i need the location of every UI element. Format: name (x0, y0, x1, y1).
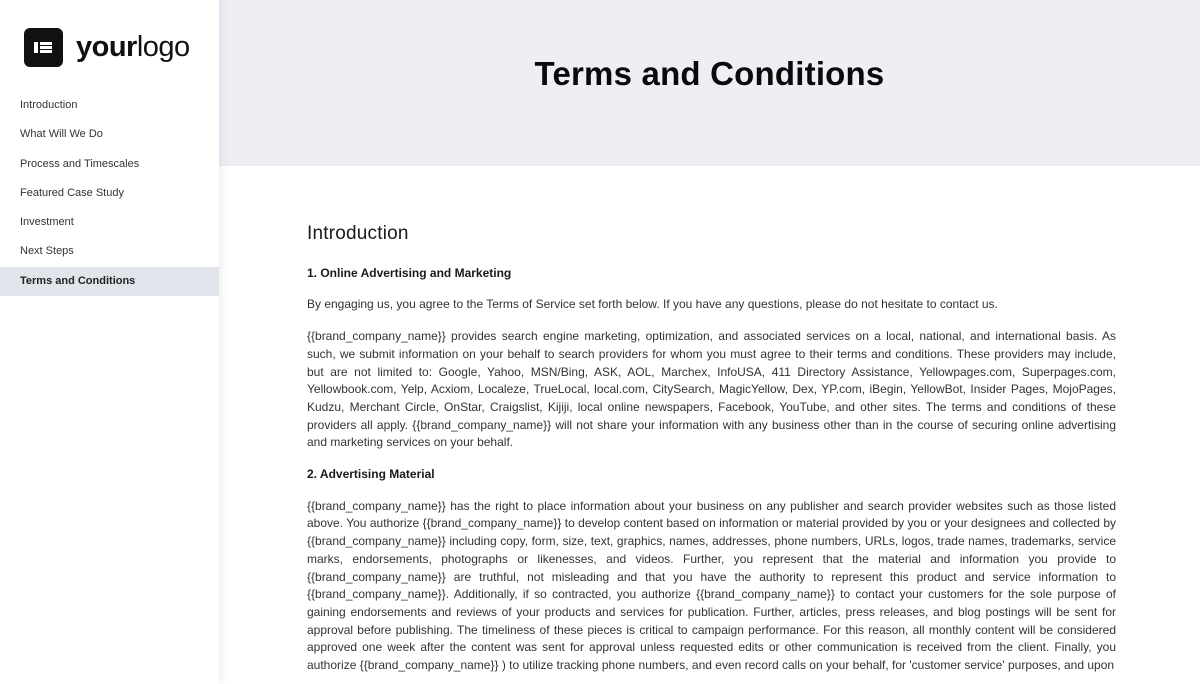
elementor-e-icon (24, 28, 63, 67)
section-title: Introduction (307, 223, 409, 244)
sidebar-item-process-and-timescales[interactable]: Process and Timescales (20, 157, 140, 170)
page-header (219, 0, 1200, 166)
sidebar-item-terms-and-conditions[interactable]: Terms and Conditions (0, 267, 219, 296)
subsection-heading: 2. Advertising Material (307, 467, 435, 482)
document-content (307, 225, 1116, 684)
logo-text (76, 33, 190, 62)
logo-text-light: logo (136, 31, 190, 63)
logo-text-bold: your (76, 31, 137, 63)
sidebar-item-what-will-we-do[interactable]: What Will We Do (20, 128, 103, 141)
sidebar-item-investment[interactable]: Investment (20, 216, 74, 229)
sidebar-item-introduction[interactable]: Introduction (20, 99, 78, 111)
sidebar-item-featured-case-study[interactable]: Featured Case Study (20, 186, 124, 199)
paragraph: {{brand_company_name}} provides search engine marketing, optimization, and associated services on a local, national, and international basis. As such, we submit information on your behalf to search providers for whom you must agree to their terms and conditions. These providers may include, but are not limited to: Google, Yahoo, MSN/Bing, ASK, AOL, Marchex, InfoUSA, 411 Directory Assistance, Yellowpages.com, Superpages.com, Yellowbook.com, Yelp, Acxiom, Localeze, TrueLocal, local.com, CitySearch, MagicYellow, Dex, YP.com, iBegin, YellowBot, Insider Pages, MojoPages, Kudzu, Merchant Circle, OnStar, Craigslist, Kijiji, local online newspapers, Facebook, YouTube, and other sites. The terms and conditions of these providers all apply. {{brand_company_name}} will not share your information with any business other than in the course of securing online advertising and marketing services on your behalf. (307, 329, 1116, 450)
sidebar (0, 0, 219, 684)
sidebar-nav (0, 91, 219, 296)
sidebar-item-next-steps[interactable]: Next Steps (20, 245, 74, 258)
paragraph: {{brand_company_name}} has the right to place information about your business on any publisher and search provider websites such as those listed above. You authorize {{brand_company_name}} to develop content based on information or material provided by you or your designees and collected by {{brand_company_name}} including copy, form, size, text, graphics, names, addresses, phone numbers, URLs, logos, trade names, trademarks, service marks, endorsements, photographs or likenesses, and videos. Further, you represent that the material and information you provide to {{brand_company_name}} are truthful, not misleading and that you have the authority to represent this product and service information to {{brand_company_name}}. Additionally, if so contracted, you authorize {{brand_company_name}} to contact your customers for the sole purpose of gaining endorsements and reviews of your products and services for publication. Further, articles, press releases, and blog postings will be sent for approval before publishing. The timeliness of these pieces is critical to campaign performance. For this reason, all monthly content will be considered approved one week after the content was sent for approval unless requested edits or other communication is received from the client. Finally, you authorize {{brand_company_name}} ) to utilize tracking phone numbers, and even record calls on your behalf, for 'customer service' purposes, and upon (307, 498, 1116, 673)
logo[interactable] (24, 28, 190, 67)
subsection-heading: 1. Online Advertising and Marketing (307, 265, 512, 280)
page-title: Terms and Conditions (534, 55, 885, 92)
paragraph: By engaging us, you agree to the Terms of Service set forth below. If you have any questions, please do not hesitate to contact us. (307, 297, 998, 312)
